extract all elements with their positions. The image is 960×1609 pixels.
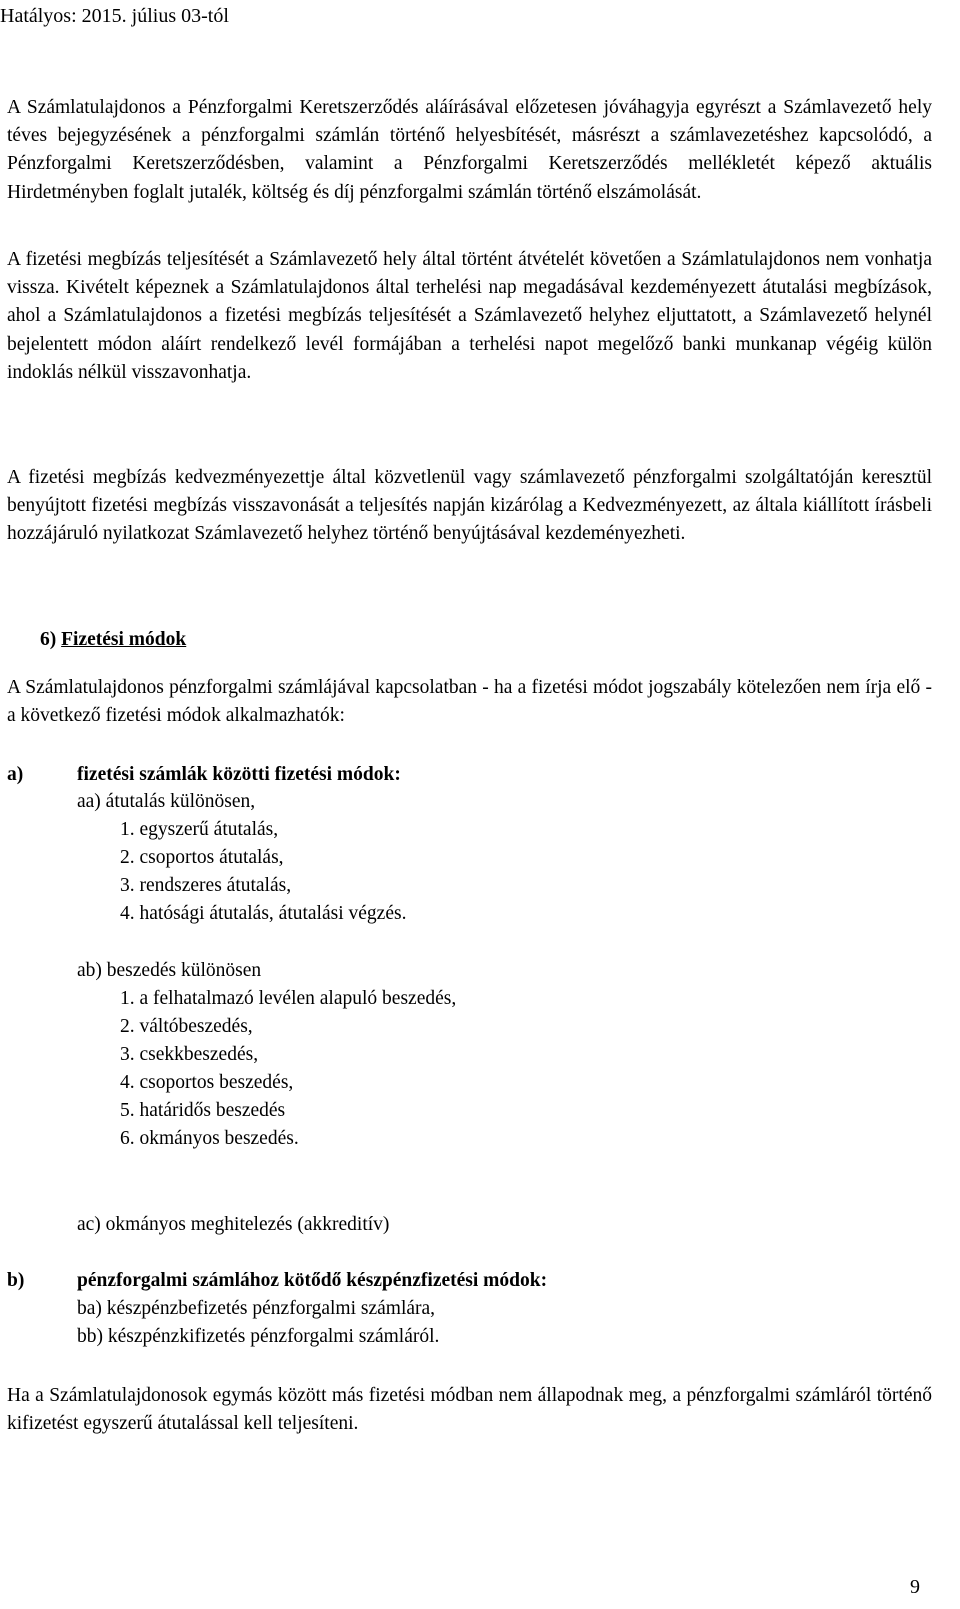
list-item-aa-1: 1. egyszerű átutalás, — [120, 819, 279, 840]
list-item-ab-3: 3. csekkbeszedés, — [120, 1044, 259, 1065]
list-a-title: fizetési számlák közötti fizetési módok: — [77, 764, 401, 785]
list-item-ab-1: 1. a felhatalmazó levélen alapuló beszedés, — [120, 988, 457, 1009]
list-item-aa-4: 4. hatósági átutalás, átutalási végzés. — [120, 903, 407, 924]
list-item-ac: ac) okmányos meghitelezés (akkreditív) — [77, 1214, 390, 1235]
paragraph-beneficiary-revocation: A fizetési megbízás kedvezményezettje által közvetlenül vagy számlavezető pénzforgalmi szolgáltatóján keresztül benyújtott fizetési megbízás visszavonását a teljesítés napján kizárólag a Kedvezményezett, az általa kiállított írásbeli hozzájáruló nyilatkozat Számlavezető helyhez történő benyújtásával kezdeményezheti. — [7, 467, 932, 545]
list-item-ba: ba) készpénzbefizetés pénzforgalmi számlára, — [77, 1298, 436, 1319]
list-item-ab: ab) beszedés különösen — [77, 960, 262, 981]
section-heading — [40, 626, 186, 654]
list-marker-a: a) — [7, 764, 24, 785]
list-item-ab-2: 2. váltóbeszedés, — [120, 1016, 253, 1037]
list-item-aa-3: 3. rendszeres átutalás, — [120, 875, 292, 896]
list-item-ab-4: 4. csoportos beszedés, — [120, 1072, 294, 1093]
section-number: 6) — [40, 629, 57, 650]
paragraph-default-method: Ha a Számlatulajdonosok egymás között más fizetési módban nem állapodnak meg, a pénzforgalmi számláról történő kifizetést egyszerű átutalással kell teljesíteni. — [7, 1385, 932, 1435]
section-title: Fizetési módok — [61, 629, 187, 650]
list-item-bb: bb) készpénzkifizetés pénzforgalmi számláról. — [77, 1326, 440, 1347]
list-b-title: pénzforgalmi számlához kötődő készpénzfizetési módok: — [77, 1270, 548, 1291]
list-item-aa-2: 2. csoportos átutalás, — [120, 847, 284, 868]
list-item-ab-6: 6. okmányos beszedés. — [120, 1128, 299, 1149]
paragraph-approval: A Számlatulajdonos a Pénzforgalmi Keretszerződés aláírásával előzetesen jóváhagyja egyrészt a Számlavezető hely téves bejegyzésének a pénzforgalmi számlán történő helyesbítését, másrészt a számlavezetéshez kapcsolódó, a Pénzforgalmi Keretszerződésben, valamint a Pénzforgalmi Keretszerződés mellékletét képező aktuális Hirdetményben foglalt jutalék, költség és díj pénzforgalmi számlán történő elszámolását. — [7, 97, 932, 203]
list-item-aa: aa) átutalás különösen, — [77, 791, 256, 812]
page-number: 9 — [910, 1576, 920, 1598]
effective-date-header: Hatályos: 2015. július 03-tól — [0, 5, 229, 27]
paragraph-payment-methods-intro: A Számlatulajdonos pénzforgalmi számlájával kapcsolatban - ha a fizetési módot jogszabály kötelezően nem írja elő - a következő fizetési módok alkalmazhatók: — [7, 677, 932, 727]
list-item-ab-5: 5. határidős beszedés — [120, 1100, 286, 1121]
paragraph-revocation: A fizetési megbízás teljesítését a Számlavezető hely által történt átvételét követően a Számlatulajdonos nem vonhatja vissza. Kivételt képeznek a Számlatulajdonos által terhelési nap megadásával kezdeményezett átutalási megbízások, ahol a Számlatulajdonos a fizetési megbízás teljesítését a Számlavezető helyhez eljuttatott, a Számlavezető helynél bejelentett módon aláírt rendelkező levél formájában a terhelési napot megelőző banki munkanap végéig külön indoklás nélkül visszavonhatja. — [7, 249, 932, 383]
list-marker-b: b) — [7, 1270, 25, 1291]
